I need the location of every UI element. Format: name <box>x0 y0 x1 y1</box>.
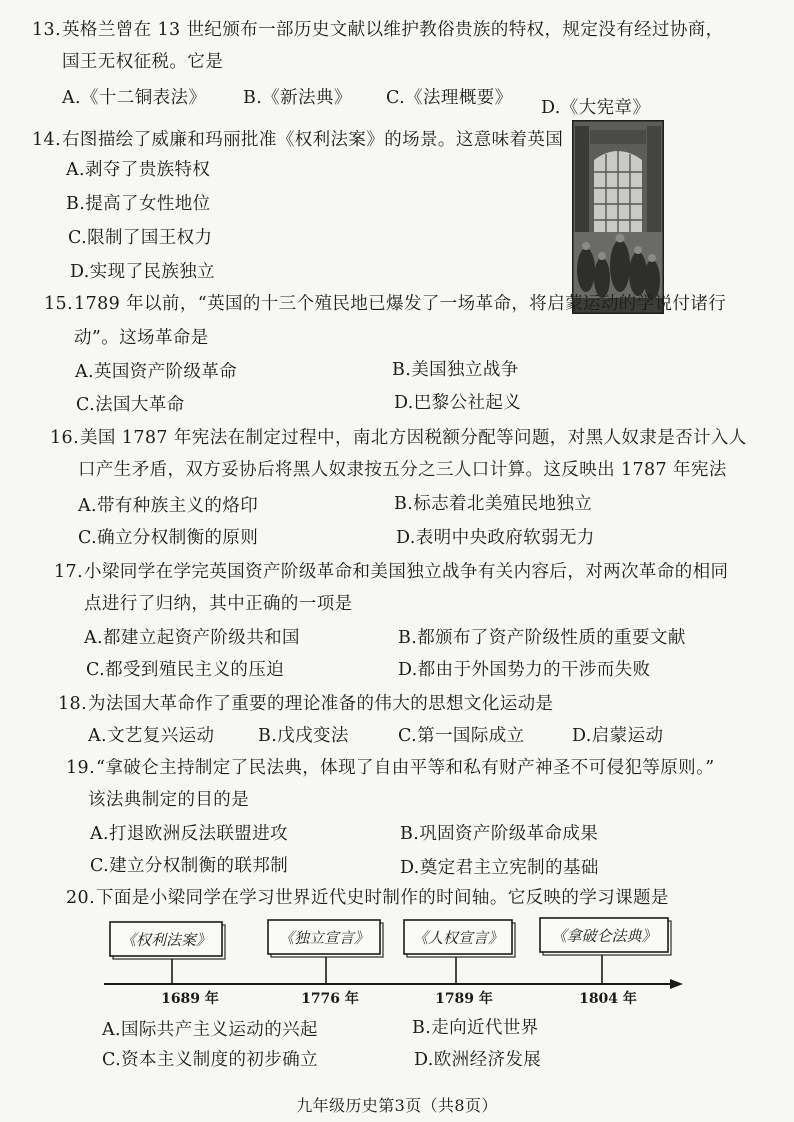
timeline-event-declaration-of-independence <box>268 920 383 1007</box>
q20-option-a: A.国际共产主义运动的兴起 <box>102 1020 318 1040</box>
q15-option-b: B.美国独立战争 <box>392 360 519 380</box>
event-year-label: 1804 年 <box>579 991 637 1007</box>
q15-stem-line-1 <box>44 295 726 313</box>
q14-option-b: B.提高了女性地位 <box>66 194 211 214</box>
q17-stem-text-1: 小梁同学在学完英国资产阶级革命和美国独立战争有关内容后，对两次革命的相同 <box>84 562 729 582</box>
q19-stem-line-2: 该法典制定的目的是 <box>88 790 250 810</box>
q13-option-d: D.《大宪章》 <box>541 98 651 118</box>
timeline-arrow-icon <box>670 979 683 989</box>
q19-option-d: D.奠定君主立宪制的基础 <box>400 858 599 878</box>
q18-option-b: B.戊戌变法 <box>258 726 349 746</box>
q13-stem-text-1: 英格兰曾在 13 世纪颁布一部历史文献以维护教俗贵族的特权，规定没有经过协商， <box>62 20 724 40</box>
event-year-label: 1689 年 <box>161 991 219 1007</box>
q15-number: 15. <box>44 294 74 314</box>
q18-option-c: C.第一国际成立 <box>398 726 525 746</box>
q16-stem-line-1 <box>50 429 747 447</box>
q15-stem-text-1: 1789 年以前，“英国的十三个殖民地已爆发了一场革命，将启蒙运动的学说付诸行 <box>74 294 727 314</box>
q17-number: 17. <box>54 562 84 582</box>
q17-option-d: D.都由于外国势力的干涉而失败 <box>398 660 651 680</box>
q18-stem-line-1 <box>58 695 553 713</box>
q14-stem-line-1 <box>32 131 563 149</box>
q19-stem-line-1 <box>66 759 715 777</box>
bill-of-rights-painting <box>572 120 664 314</box>
event-document-label: 《独立宣言》 <box>278 929 370 947</box>
timeline-event-declaration-of-rights-of-man <box>404 920 515 1007</box>
timeline-event-napoleonic-code <box>540 918 671 1007</box>
event-document-label: 《人权宣言》 <box>412 929 504 947</box>
q19-option-c: C.建立分权制衡的联邦制 <box>90 856 289 876</box>
q14-option-a: A.剥夺了贵族特权 <box>66 160 211 180</box>
q20-option-b: B.走向近代世界 <box>412 1018 539 1038</box>
q15-stem-line-2: 动”。这场革命是 <box>74 328 209 348</box>
q20-option-c: C.资本主义制度的初步确立 <box>102 1050 319 1070</box>
q16-option-d: D.表明中央政府软弱无力 <box>396 528 595 548</box>
q13-option-a: A.《十二铜表法》 <box>62 88 207 108</box>
q14-option-d: D.实现了民族独立 <box>70 262 216 282</box>
q17-option-c: C.都受到殖民主义的压迫 <box>86 660 285 680</box>
q16-option-b: B.标志着北美殖民地独立 <box>394 494 593 514</box>
q17-option-b: B.都颁布了资产阶级性质的重要文献 <box>398 628 686 648</box>
q20-stem-text-1: 下面是小梁同学在学习世界近代史时制作的时间轴。它反映的学习课题是 <box>96 888 669 908</box>
event-year-label: 1789 年 <box>435 991 493 1007</box>
q18-number: 18. <box>58 694 88 714</box>
q16-stem-text-1: 美国 1787 年宪法在制定过程中，南北方因税额分配等问题，对黑人奴隶是否计入人 <box>80 428 747 448</box>
timeline-diagram <box>0 910 794 1010</box>
q13-number: 13. <box>32 20 62 40</box>
q20-option-d: D.欧洲经济发展 <box>414 1050 542 1070</box>
q14-option-c: C.限制了国王权力 <box>68 228 213 248</box>
q14-number: 14. <box>32 130 62 150</box>
q19-stem-text-1: “拿破仑主持制定了民法典，体现了自由平等和私有财产神圣不可侵犯等原则。” <box>96 758 715 778</box>
q15-option-c: C.法国大革命 <box>76 395 185 415</box>
q17-stem-line-2: 点进行了归纳，其中正确的一项是 <box>84 594 353 614</box>
timeline-event-bill-of-rights <box>110 922 225 1007</box>
q18-option-d: D.启蒙运动 <box>572 726 664 746</box>
q17-option-a: A.都建立起资产阶级共和国 <box>84 628 300 648</box>
q16-option-a: A.带有种族主义的烙印 <box>78 496 259 516</box>
q19-number: 19. <box>66 758 96 778</box>
event-document-label: 《拿破仑法典》 <box>551 927 657 945</box>
page-footer: 九年级历史第3页（共8页） <box>296 1096 498 1115</box>
q13-stem-line-1 <box>32 21 724 39</box>
q20-number: 20. <box>66 888 96 908</box>
q14-stem-text-1: 右图描绘了威廉和玛丽批准《权利法案》的场景。这意味着英国 <box>62 130 564 150</box>
q19-option-b: B.巩固资产阶级革命成果 <box>400 824 599 844</box>
q18-option-a: A.文艺复兴运动 <box>88 726 215 746</box>
q16-option-c: C.确立分权制衡的原则 <box>78 528 259 548</box>
q16-stem-line-2: 口产生矛盾，双方妥协后将黑人奴隶按五分之三人口计算。这反映出 1787 年宪法 <box>78 460 727 480</box>
q18-stem-text-1: 为法国大革命作了重要的理论准备的伟大的思想文化运动是 <box>88 694 554 714</box>
q19-option-a: A.打退欧洲反法联盟进攻 <box>90 824 288 844</box>
q20-stem-line-1 <box>66 889 669 907</box>
q15-option-a: A.英国资产阶级革命 <box>75 362 238 382</box>
q16-number: 16. <box>50 428 80 448</box>
q13-option-b: B.《新法典》 <box>243 88 352 108</box>
q15-option-d: D.巴黎公社起义 <box>394 393 522 413</box>
q13-option-c: C.《法理概要》 <box>386 88 513 108</box>
q17-stem-line-1 <box>54 563 728 581</box>
event-document-label: 《权利法案》 <box>120 931 212 949</box>
q13-stem-line-2: 国王无权征税。它是 <box>62 52 224 72</box>
event-year-label: 1776 年 <box>301 991 359 1007</box>
